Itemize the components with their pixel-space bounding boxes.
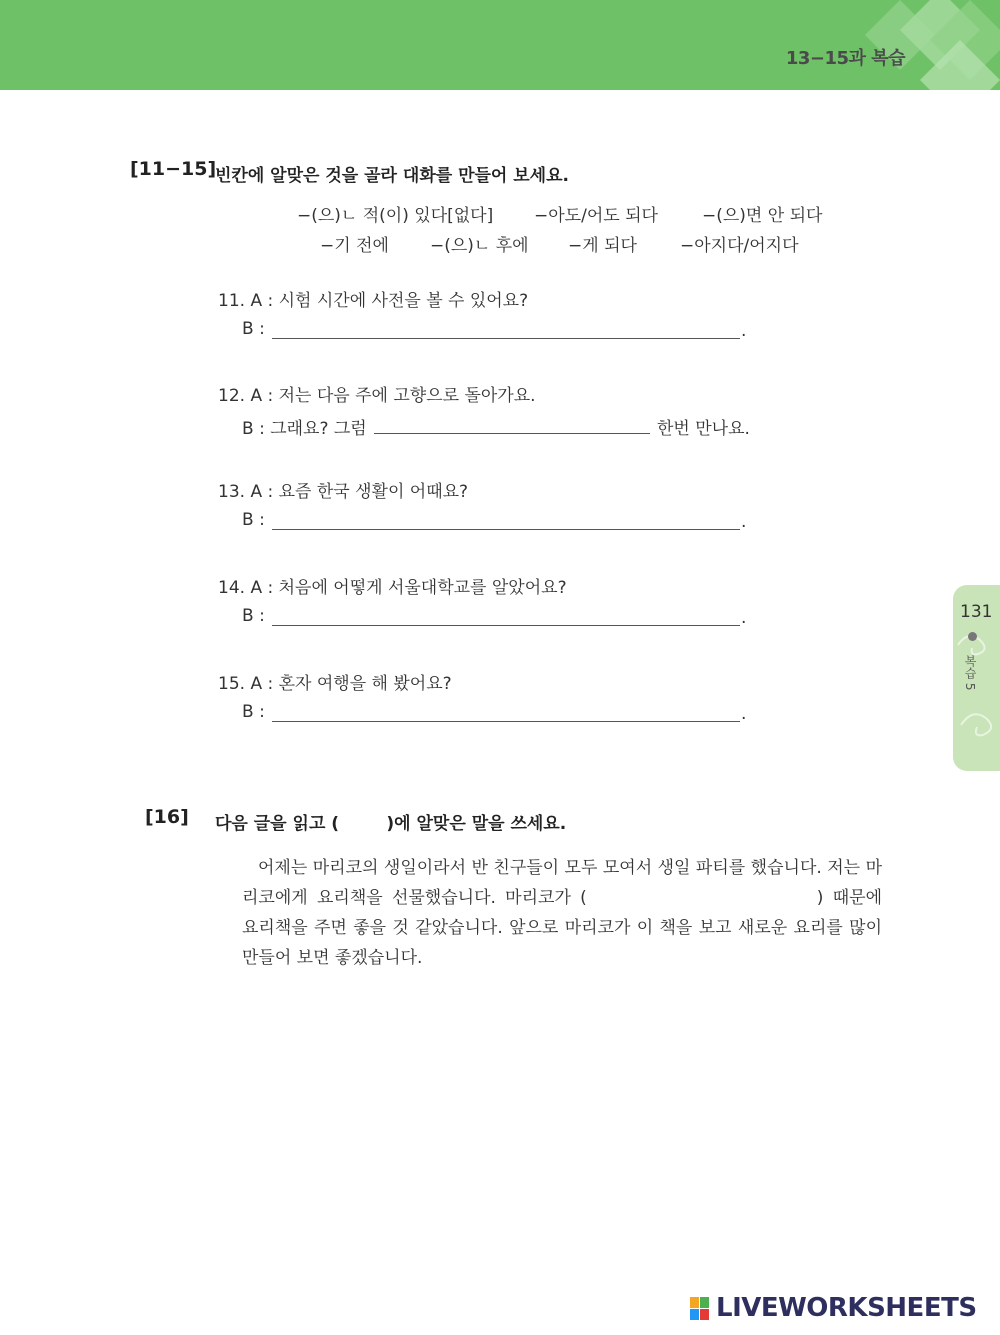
page-header — [0, 0, 1000, 90]
instruction-16: 다음 글을 읽고 ( )에 알맞은 말을 쓰세요. — [215, 814, 567, 834]
question-14-a: 14. A : 처음에 어떻게 서울대학교를 알았어요? — [218, 578, 567, 598]
question-13-b-label: B : — [242, 510, 265, 530]
question-15-a: 15. A : 혼자 여행을 해 봤어요? — [218, 674, 452, 694]
question-number-16: [16] — [145, 806, 189, 828]
liveworksheets-logo-icon — [690, 1297, 710, 1321]
page-number: 131 — [960, 602, 993, 622]
question-12-b-end: 한번 만나요. — [657, 419, 750, 439]
question-14-b-label: B : — [242, 606, 265, 626]
passage-part-1: 어제는 마리코의 생일이라서 반 친구들이 모두 모여서 생일 파티를 했습니다. 저는 마리코에게 요리책을 선물했습니다. 마리코가 ( — [242, 858, 882, 908]
period: . — [741, 321, 747, 341]
swirl-decoration — [953, 625, 1000, 771]
passage-part-2: ) 때문에 요리책을 주면 좋을 것 같았습니다. 앞으로 마리코가 이 책을 보고 새로운 요리를 많이 만들어 보면 좋겠습니다. — [242, 888, 882, 968]
choice-item: −아지다/어지다 — [680, 236, 799, 256]
answer-13-input[interactable] — [272, 529, 740, 530]
instruction-11-15: 빈칸에 알맞은 것을 골라 대화를 만들어 보세요. — [215, 166, 569, 186]
bullet-dot-icon — [968, 632, 977, 641]
answer-11-input[interactable] — [272, 338, 740, 339]
lesson-review-title: 13−15과 복습 — [785, 48, 905, 69]
question-12-b-label: B : 그래요? 그럼 — [242, 419, 367, 439]
question-15-b-label: B : — [242, 702, 265, 722]
side-tab-label: 복습 5 — [963, 655, 977, 691]
liveworksheets-brand: LIVEWORKSHEETS — [716, 1293, 977, 1323]
question-12-a: 12. A : 저는 다음 주에 고향으로 돌아가요. — [218, 386, 536, 406]
question-13-a: 13. A : 요즘 한국 생활이 어때요? — [218, 482, 469, 502]
question-11-b-label: B : — [242, 319, 265, 339]
question-11-a: 11. A : 시험 시간에 사전을 볼 수 있어요? — [218, 291, 529, 311]
choice-item: −(으)ㄴ 후에 — [430, 236, 529, 256]
answer-12-input[interactable] — [374, 433, 650, 434]
question-number-11-15: [11−15] — [130, 158, 217, 180]
choice-item: −(으)면 안 되다 — [702, 206, 823, 226]
choice-item: −아도/어도 되다 — [534, 206, 658, 226]
period: . — [741, 512, 747, 532]
period: . — [741, 704, 747, 724]
period: . — [741, 608, 747, 628]
choice-item: −기 전에 — [320, 236, 389, 256]
answer-14-input[interactable] — [272, 625, 740, 626]
choice-item: −게 되다 — [568, 236, 637, 256]
reading-passage — [242, 853, 882, 973]
answer-15-input[interactable] — [272, 721, 740, 722]
choice-item: −(으)ㄴ 적(이) 있다[없다] — [297, 206, 494, 226]
